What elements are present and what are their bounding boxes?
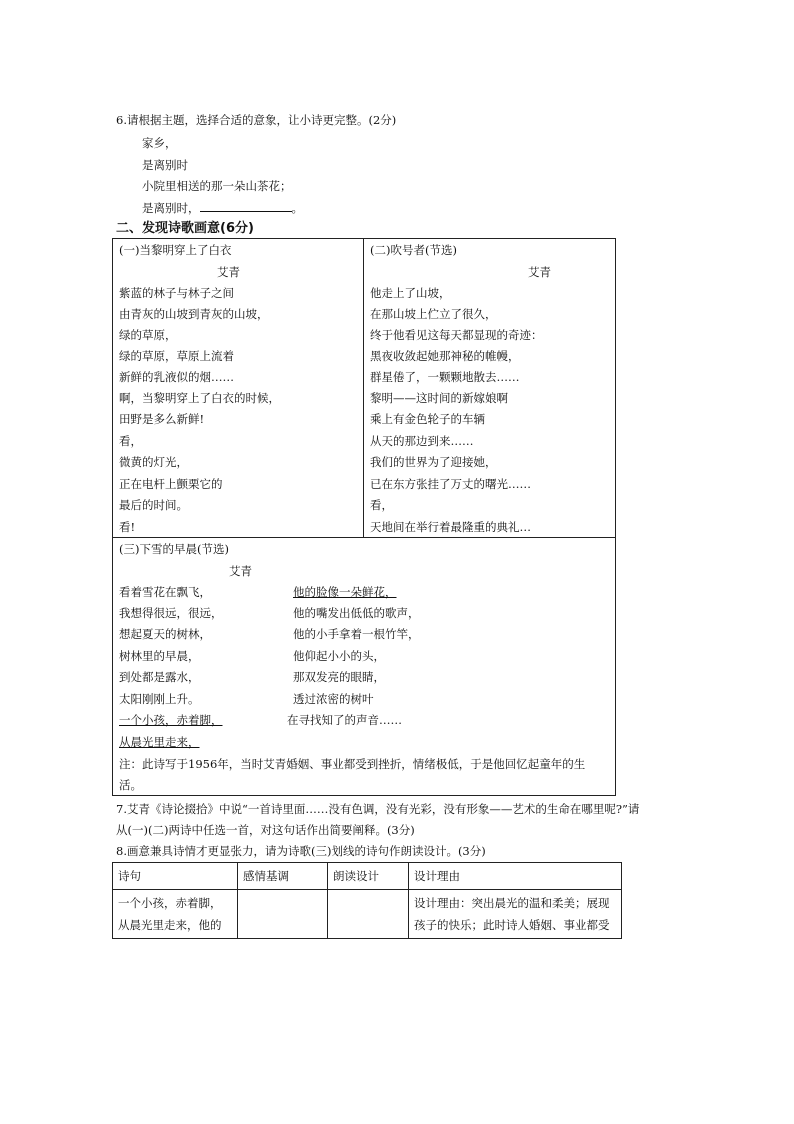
poem-2-line: 他走上了山坡， [370,286,451,300]
verse-line: 一个小孩，赤着脚， [118,896,222,910]
poem-3-note-continued: 活。 [119,778,142,792]
poem-2-line: 在那山坡上伫立了很久， [370,307,497,321]
poem-3-box [112,538,616,796]
poem-3-left-line: 我想得很远，很远， [119,606,223,620]
q6-line-1: 家乡， [142,136,177,150]
reading-design-table [112,862,622,939]
table-header-cell: 感情基调 [238,863,328,890]
poem-2-line: 从天的那边到来…… [370,434,474,448]
poem-2-line: 看， [370,498,393,512]
poem-3-left-line: 到处都是露水， [119,670,200,684]
poem-3-author: 艾青 [229,564,252,578]
poem-1-line: 正在电杆上颤栗它的 [119,477,223,491]
reason-line: 孩子的快乐；此时诗人婚姻、事业都受 [414,918,610,932]
poem-2-title: (二)吹号者(节选) [370,243,457,257]
section-2-title: 二、发现诗歌画意(6分) [116,221,254,236]
poem-1-line: 微黄的灯光， [119,455,188,469]
poem-2-author: 艾青 [528,265,551,279]
question-7-line-1: 7.艾青《诗论掇拾》中说“一首诗里面……没有色调，没有光彩，没有形象——艺术的生命在哪里呢?”请 [116,802,640,816]
poem-3-title: (三)下雪的早晨(节选) [119,542,229,556]
poem-2-line: 天地间在举行着最隆重的典礼… [370,520,531,534]
poem-3-underlined-line: 一个小孩，赤着脚， [119,713,223,727]
table-cell-tone[interactable] [238,890,328,939]
poem-1-line: 紫蓝的林子与林子之间 [119,286,234,300]
poem-1-author: 艾青 [217,265,240,279]
poem-3-left-line: 树林里的早晨， [119,649,200,663]
poem-3-right-line: 那双发亮的眼睛， [293,670,385,684]
table-header-row [113,863,622,890]
poem-1-line: 啊，当黎明穿上了白衣的时候， [119,391,280,405]
q6-answer-blank[interactable] [200,199,292,212]
poem-3-right-line: 他仰起小小的头， [293,649,385,663]
poem-1-line: 看， [119,434,142,448]
poem-1-line: 看! [119,520,136,534]
q6-line-3: 小院里相送的那一朵山茶花； [142,179,292,193]
poem-1-line: 田野是多么新鲜! [119,412,205,426]
poem-2-line: 我们的世界为了迎接她， [370,455,497,469]
q6-last-suffix: 。 [291,201,303,215]
question-8-title: 8.画意兼具诗情才更显张力，请为诗歌(三)划线的诗句作朗读设计。(3分) [116,844,486,858]
poem-3-underlined-line: 从晨光里走来， [119,735,200,749]
poem-1-line: 最后的时间。 [119,498,188,512]
poem-1-line: 绿的草原，草原上流着 [119,349,234,363]
poem-3-underlined-line: 他的脸像一朵鲜花， [293,585,397,599]
poem-3-note: 注：此诗写于1956年，当时艾青婚姻、事业都受到挫折，情绪极低，于是他回忆起童年的生 [119,757,586,771]
poem-2-line: 终于他看见这每天都显现的奇迹： [370,328,543,342]
poem-1-box [112,238,364,538]
poem-2-line: 已在东方张挂了万丈的曙光…… [370,477,531,491]
poem-2-line: 黎明——这时间的新嫁娘啊 [370,391,508,405]
table-cell-reason [409,890,622,939]
table-header-cell: 朗读设计 [328,863,409,890]
poem-3-right-line: 他的嘴发出低低的歌声， [293,606,420,620]
poem-1-line: 新鲜的乳液似的烟…… [119,370,234,384]
question-7-line-2: 从(一)(二)两诗中任选一首，对这句话作出简要阐释。(3分) [116,823,415,837]
poem-1-line: 绿的草原， [119,328,177,342]
reason-line: 设计理由：突出晨光的温和柔美；展现 [414,896,610,910]
table-row [113,890,622,939]
poem-2-box [364,238,616,538]
q6-line-4 [142,199,303,216]
q6-line-2: 是离别时 [142,158,188,172]
poem-2-line: 群星倦了，一颗颗地散去…… [370,370,520,384]
poem-3-left-line: 太阳刚刚上升。 [119,692,200,706]
verse-line: 从晨光里走来，他的 [118,918,222,932]
poem-2-line: 乘上有金色轮子的车辆 [370,412,485,426]
table-cell-verse [113,890,238,939]
poem-2-line: 黑夜收敛起她那神秘的帷幔， [370,349,520,363]
poem-3-left-line: 看着雪花在飘飞， [119,585,211,599]
poem-3-right-line: 透过浓密的树叶 [293,692,374,706]
poem-3-right-line: 在寻找知了的声音…… [287,713,402,727]
poem-1-line: 由青灰的山坡到青灰的山坡， [119,307,269,321]
poem-3-left-line: 想起夏天的树林， [119,627,211,641]
q6-last-prefix: 是离别时， [142,201,200,215]
poem-1-title: (一)当黎明穿上了白衣 [119,243,232,257]
table-cell-reading-design[interactable] [328,890,409,939]
table-header-cell: 设计理由 [409,863,622,890]
question-6-title: 6.请根据主题，选择合适的意象，让小诗更完整。(2分) [116,113,397,127]
poem-3-right-line: 他的小手拿着一根竹竿， [293,627,420,641]
table-header-cell: 诗句 [113,863,238,890]
